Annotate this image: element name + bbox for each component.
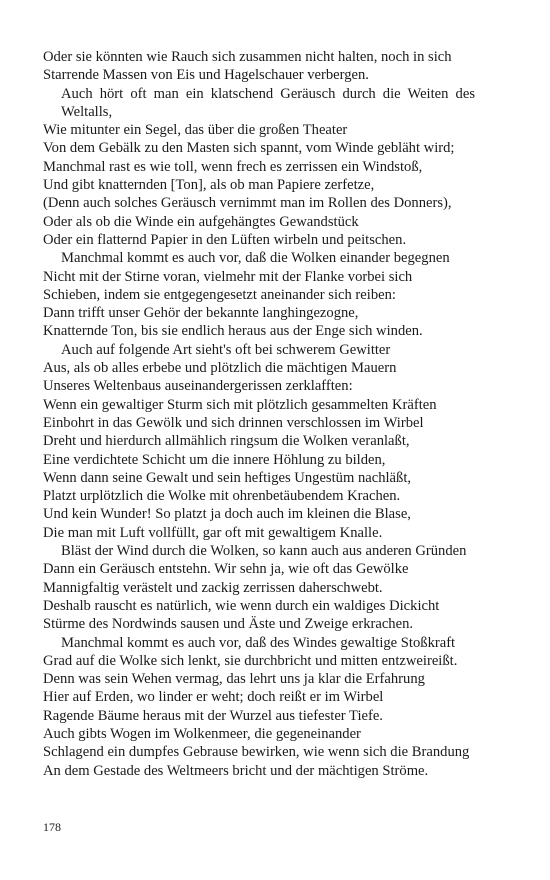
verse-line: Manchmal kommt es auch vor, daß die Wolken einander begegnen — [61, 250, 450, 267]
verse-line: Denn was sein Wehen vermag, das lehrt uns ja klar die Erfahrung — [43, 671, 425, 688]
verse-line: Mannigfaltig verästelt und zackig zerrissen daherschwebt. — [43, 579, 383, 596]
verse-line: Wenn ein gewaltiger Sturm sich mit plötzlich gesammelten Kräften — [43, 396, 437, 413]
page-number: 178 — [43, 820, 61, 834]
verse-line: Nicht mit der Stirne voran, vielmehr mit der Flanke vorbei sich — [43, 268, 413, 285]
verse-line: (Denn auch solches Geräusch vernimmt man im Rollen des Donners), — [43, 195, 452, 212]
verse-line: Manchmal kommt es auch vor, daß des Windes gewaltige Stoßkraft — [61, 634, 456, 651]
verse-line: Einbohrt in das Gewölk und sich drinnen verschlossen im Wirbel — [43, 414, 424, 431]
verse-line: Stürme des Nordwinds sausen und Äste und Zweige erkrachen. — [43, 616, 414, 633]
verse-line: Oder als ob die Winde ein aufgehängtes Gewandstück — [43, 213, 359, 230]
verse-line: Oder ein flatternd Papier in den Lüften wirbeln und peitschen. — [43, 231, 407, 248]
verse-line: Ragende Bäume heraus mit der Wurzel aus tiefester Tiefe. — [43, 707, 383, 724]
verse-line: Unseres Weltenbaus auseinandergerissen zerklafften: — [43, 378, 353, 395]
verse-line: Die man mit Luft vollfüllt, gar oft mit gewaltigem Knalle. — [43, 524, 383, 541]
verse-line: Dann trifft unser Gehör der bekannte langhingezogne, — [43, 305, 359, 322]
verse-line: Auch gibts Wogen im Wolkenmeer, die gegeneinander — [43, 725, 361, 742]
verse-line: Von dem Gebälk zu den Masten sich spannt, vom Winde gebläht wird; — [43, 140, 455, 157]
verse-line: Und kein Wunder! So platzt ja doch auch im kleinen die Blase, — [43, 506, 411, 523]
verse-text-block — [43, 48, 475, 780]
verse-line: Wie mitunter ein Segel, das über die großen Theater — [43, 122, 348, 139]
verse-line: Grad auf die Wolke sich lenkt, sie durchbricht und mitten entzweireißt. — [43, 652, 458, 669]
verse-line: An dem Gestade des Weltmeers bricht und der mächtigen Ströme. — [43, 762, 429, 779]
verse-line: Dann ein Geräusch entstehn. Wir sehn ja, wie oft das Gewölke — [43, 561, 409, 578]
verse-line: Eine verdichtete Schicht um die innere Höhlung zu bilden, — [43, 451, 386, 468]
verse-line: Auch hört oft man ein klatschend Geräusch durch die Weiten des Weltalls, — [61, 85, 475, 120]
verse-line: Platzt urplötzlich die Wolke mit ohrenbetäubendem Krachen. — [43, 488, 401, 505]
verse-line: Wenn dann seine Gewalt und sein heftiges Ungestüm nachläßt, — [43, 469, 412, 486]
verse-line: Hier auf Erden, wo linder er weht; doch reißt er im Wirbel — [43, 689, 384, 706]
verse-line: Oder sie könnten wie Rauch sich zusammen nicht halten, noch in sich — [43, 49, 452, 65]
verse-line: Und gibt knatternden [Ton], als ob man Papiere zerfetze, — [43, 177, 375, 194]
verse-line: Aus, als ob alles erbebe und plötzlich die mächtigen Mauern — [43, 360, 397, 377]
verse-line: Auch auf folgende Art sieht's oft bei schwerem Gewitter — [61, 341, 391, 358]
verse-line: Deshalb rauscht es natürlich, wie wenn durch ein waldiges Dickicht — [43, 597, 440, 614]
verse-line: Starrende Massen von Eis und Hagelschauer verbergen. — [43, 67, 369, 84]
verse-line: Schieben, indem sie entgegengesetzt aneinander sich reiben: — [43, 286, 396, 303]
verse-line: Dreht und hierdurch allmählich ringsum die Wolken veranlaßt, — [43, 433, 410, 450]
verse-line: Knatternde Ton, bis sie endlich heraus aus der Enge sich winden. — [43, 323, 423, 340]
verse-line: Bläst der Wind durch die Wolken, so kann auch aus anderen Gründen — [61, 543, 467, 560]
verse-line: Manchmal rast es wie toll, wenn frech es zerrissen ein Windstoß, — [43, 158, 423, 175]
verse-line: Schlagend ein dumpfes Gebrause bewirken, wie wenn sich die Brandung — [43, 744, 470, 761]
